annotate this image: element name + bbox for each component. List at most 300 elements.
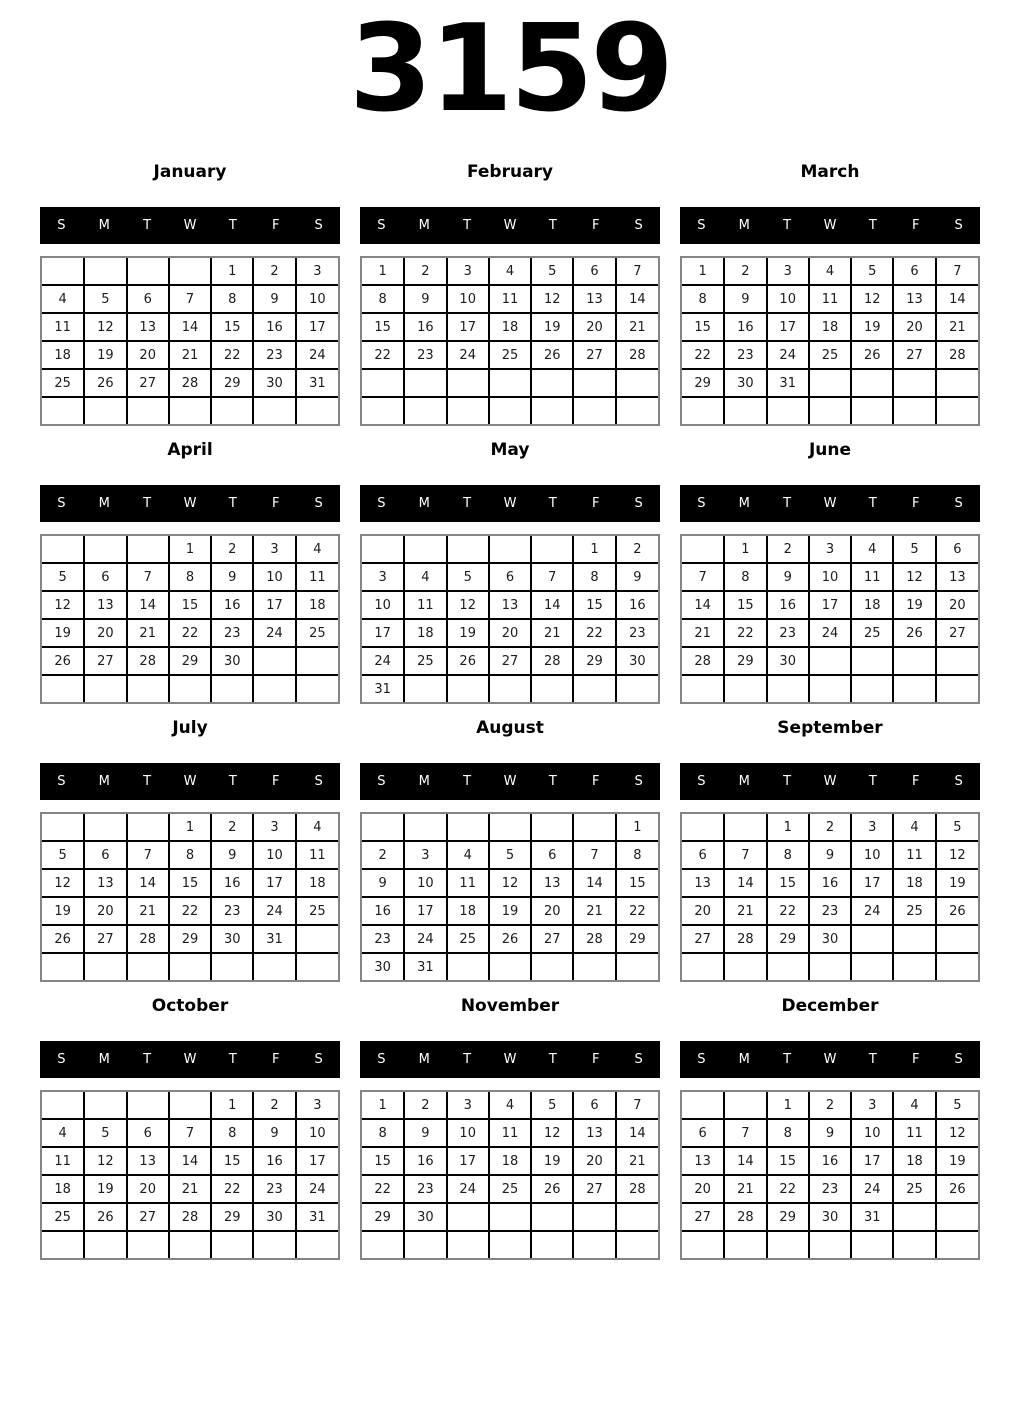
week-row [682,814,978,841]
weekday-header-bar [360,207,660,244]
day-cell: 27 [489,647,531,675]
day-table [362,1092,658,1258]
weekday-header-cell: M [98,774,110,789]
weekday-header-cell: S [697,496,706,511]
day-cell: 10 [404,869,446,897]
day-cell: 17 [362,619,404,647]
day-cell: 6 [936,536,978,563]
day-cell: 15 [211,313,253,341]
day-cell: 7 [724,1119,766,1147]
day-cell: 3 [253,814,295,841]
day-cell: 23 [767,619,809,647]
weekday-header-cell: S [634,496,643,511]
day-cell: 16 [767,591,809,619]
day-cell: 8 [682,285,724,313]
day-cell: 20 [573,1147,615,1175]
day-cell: 8 [362,1119,404,1147]
empty-day-cell [127,536,169,563]
day-cell: 30 [362,953,404,980]
day-cell: 11 [489,1119,531,1147]
week-row [682,1092,978,1119]
empty-day-cell [724,814,766,841]
weekday-header-cell: W [183,774,197,789]
day-cell: 14 [616,1119,658,1147]
weekday-header-cell: S [697,1052,706,1067]
empty-day-cell [42,397,84,424]
weekday-header-cell: T [228,1052,237,1067]
day-cell: 30 [767,647,809,675]
day-cell: 25 [809,341,851,369]
day-cell: 1 [767,1092,809,1119]
day-cell: 7 [936,258,978,285]
week-row [42,1092,338,1119]
weekday-header-cell: W [823,496,837,511]
day-cell: 11 [404,591,446,619]
day-cell: 6 [127,1119,169,1147]
day-cell: 12 [42,869,84,897]
day-cell: 28 [724,925,766,953]
day-cell: 1 [169,536,211,563]
empty-day-cell [489,675,531,702]
day-cell: 5 [84,285,126,313]
day-cell: 4 [296,536,338,563]
day-cell: 1 [573,536,615,563]
month-name: August [476,718,544,738]
day-cell: 31 [404,953,446,980]
day-cell: 11 [489,285,531,313]
empty-day-cell [573,814,615,841]
day-cell: 24 [809,619,851,647]
day-cell: 10 [851,1119,893,1147]
day-cell: 14 [127,869,169,897]
day-cell: 9 [404,285,446,313]
week-row [42,1175,338,1203]
empty-day-cell [531,397,573,424]
day-cell: 3 [296,258,338,285]
empty-day-cell [489,953,531,980]
day-cell: 10 [447,285,489,313]
weekday-header-bar [360,1041,660,1078]
day-cell: 9 [211,841,253,869]
day-cell: 27 [682,1203,724,1231]
day-cell: 31 [296,1203,338,1231]
weekday-header-bar [360,485,660,522]
day-cell: 27 [573,341,615,369]
day-cell: 8 [573,563,615,591]
day-cell: 28 [169,1203,211,1231]
day-table [682,814,978,980]
weekday-header-cell: F [591,218,600,233]
month-day-grid [360,1090,660,1260]
day-cell: 2 [404,1092,446,1119]
day-cell: 11 [851,563,893,591]
day-cell: 16 [809,1147,851,1175]
day-cell: 18 [404,619,446,647]
day-cell: 5 [84,1119,126,1147]
day-cell: 25 [489,1175,531,1203]
day-cell: 4 [893,814,935,841]
day-cell: 2 [404,258,446,285]
day-cell: 16 [404,1147,446,1175]
day-cell: 31 [767,369,809,397]
day-cell: 13 [682,869,724,897]
weekday-header-cell: M [418,1052,430,1067]
month-september [680,716,980,982]
empty-day-cell [447,397,489,424]
day-cell: 27 [936,619,978,647]
week-row [362,1175,658,1203]
day-cell: 12 [531,1119,573,1147]
empty-day-cell [893,397,935,424]
day-cell: 23 [211,897,253,925]
weekday-header-cell: T [868,496,877,511]
day-cell: 18 [447,897,489,925]
empty-day-cell [42,536,84,563]
day-cell: 21 [616,313,658,341]
empty-day-cell [84,258,126,285]
day-cell: 25 [447,925,489,953]
weekday-header-cell: F [591,774,600,789]
empty-day-cell [616,369,658,397]
empty-day-cell [42,814,84,841]
weekday-header-cell: S [954,1052,963,1067]
day-cell: 1 [724,536,766,563]
day-cell: 23 [253,1175,295,1203]
weekday-header-bar [40,1041,340,1078]
day-cell: 4 [809,258,851,285]
empty-day-cell [362,536,404,563]
day-cell: 21 [573,897,615,925]
day-cell: 6 [682,1119,724,1147]
day-cell: 20 [893,313,935,341]
day-cell: 19 [936,869,978,897]
weekday-header-cell: T [143,774,152,789]
empty-day-cell [169,953,211,980]
empty-day-cell [253,647,295,675]
day-cell: 13 [936,563,978,591]
day-cell: 28 [616,1175,658,1203]
day-cell: 9 [767,563,809,591]
day-cell: 21 [724,897,766,925]
month-march [680,160,980,426]
day-cell: 11 [42,1147,84,1175]
day-cell: 29 [767,1203,809,1231]
day-cell: 25 [851,619,893,647]
empty-day-cell [127,953,169,980]
week-row [362,841,658,869]
day-cell: 16 [809,869,851,897]
empty-day-cell [682,397,724,424]
empty-day-cell [936,953,978,980]
week-row [682,313,978,341]
day-cell: 13 [84,869,126,897]
day-cell: 3 [851,814,893,841]
day-cell: 19 [84,1175,126,1203]
day-cell: 5 [936,814,978,841]
week-row [42,341,338,369]
empty-day-cell [296,925,338,953]
day-cell: 24 [253,619,295,647]
week-row [42,897,338,925]
day-cell: 15 [211,1147,253,1175]
empty-day-cell [851,369,893,397]
day-cell: 23 [253,341,295,369]
empty-day-cell [296,953,338,980]
empty-day-cell [42,1092,84,1119]
day-cell: 26 [447,647,489,675]
day-cell: 7 [127,841,169,869]
day-cell: 12 [851,285,893,313]
week-row [682,647,978,675]
day-cell: 13 [573,1119,615,1147]
week-row [42,258,338,285]
day-cell: 6 [573,1092,615,1119]
day-cell: 27 [84,925,126,953]
day-cell: 18 [296,869,338,897]
day-cell: 9 [253,1119,295,1147]
day-cell: 30 [809,1203,851,1231]
weekday-header-cell: M [738,218,750,233]
day-cell: 25 [893,1175,935,1203]
weekday-header-cell: W [183,496,197,511]
empty-day-cell [682,1231,724,1258]
day-cell: 25 [296,619,338,647]
day-cell: 14 [169,313,211,341]
day-cell: 29 [362,1203,404,1231]
day-cell: 26 [851,341,893,369]
empty-day-cell [447,1203,489,1231]
empty-day-cell [682,953,724,980]
empty-day-cell [851,1231,893,1258]
weekday-header-cell: S [377,218,386,233]
day-cell: 23 [404,1175,446,1203]
weekday-header-cell: S [57,774,66,789]
day-cell: 1 [169,814,211,841]
empty-day-cell [42,953,84,980]
day-cell: 27 [682,925,724,953]
day-cell: 11 [447,869,489,897]
week-row [682,1203,978,1231]
day-cell: 27 [531,925,573,953]
day-cell: 20 [531,897,573,925]
weekday-header-cell: S [314,496,323,511]
day-cell: 19 [893,591,935,619]
week-row [42,841,338,869]
week-row [362,925,658,953]
empty-day-cell [253,953,295,980]
weekday-header-cell: S [377,1052,386,1067]
weekday-header-cell: S [314,774,323,789]
day-cell: 18 [893,1147,935,1175]
day-cell: 2 [724,258,766,285]
weekday-header-cell: F [271,774,280,789]
week-row [362,1119,658,1147]
empty-day-cell [616,1203,658,1231]
day-table [42,814,338,980]
day-cell: 6 [84,841,126,869]
weekday-header-cell: T [548,1052,557,1067]
weekday-header-cell: M [98,218,110,233]
weekday-header-bar [680,485,980,522]
day-cell: 3 [404,841,446,869]
week-row [362,536,658,563]
week-row [362,591,658,619]
week-row [42,647,338,675]
day-cell: 27 [573,1175,615,1203]
day-cell: 4 [296,814,338,841]
month-july [40,716,340,982]
empty-day-cell [851,675,893,702]
day-cell: 10 [253,563,295,591]
day-cell: 7 [531,563,573,591]
week-row [42,1231,338,1258]
empty-day-cell [169,397,211,424]
day-cell: 23 [362,925,404,953]
week-row [42,814,338,841]
day-cell: 14 [936,285,978,313]
day-cell: 1 [767,814,809,841]
day-cell: 16 [616,591,658,619]
weekday-header-cell: F [911,218,920,233]
day-table [362,814,658,980]
day-cell: 15 [682,313,724,341]
week-row [42,1203,338,1231]
day-cell: 2 [767,536,809,563]
day-cell: 29 [616,925,658,953]
day-cell: 15 [362,313,404,341]
week-row [42,313,338,341]
day-cell: 4 [42,1119,84,1147]
empty-day-cell [447,814,489,841]
day-cell: 15 [616,869,658,897]
day-cell: 6 [127,285,169,313]
day-cell: 24 [296,341,338,369]
weekday-header-bar [40,485,340,522]
month-name: May [490,440,530,460]
day-cell: 12 [489,869,531,897]
day-cell: 25 [42,1203,84,1231]
month-day-grid [40,1090,340,1260]
month-april [40,438,340,704]
week-row [362,341,658,369]
day-cell: 11 [296,563,338,591]
week-row [362,258,658,285]
month-name: July [172,718,208,738]
day-cell: 29 [724,647,766,675]
day-table [682,536,978,702]
day-table [682,1092,978,1258]
day-cell: 11 [893,1119,935,1147]
empty-day-cell [616,953,658,980]
week-row [682,563,978,591]
empty-day-cell [936,1231,978,1258]
day-cell: 17 [296,1147,338,1175]
day-cell: 28 [127,925,169,953]
empty-day-cell [42,258,84,285]
day-cell: 26 [531,1175,573,1203]
day-cell: 24 [447,341,489,369]
weekday-header-cell: F [911,1052,920,1067]
day-cell: 8 [169,841,211,869]
empty-day-cell [893,953,935,980]
month-name: January [153,162,227,182]
day-cell: 9 [724,285,766,313]
week-row [42,619,338,647]
day-cell: 20 [682,1175,724,1203]
day-cell: 18 [893,869,935,897]
day-cell: 12 [531,285,573,313]
weekday-header-cell: T [783,218,792,233]
empty-day-cell [84,675,126,702]
empty-day-cell [127,258,169,285]
day-cell: 8 [724,563,766,591]
day-cell: 13 [489,591,531,619]
day-cell: 13 [127,1147,169,1175]
month-name: June [808,440,852,460]
weekday-header-cell: F [591,496,600,511]
day-cell: 5 [447,563,489,591]
weekday-header-bar [680,763,980,800]
weekday-header-cell: W [823,1052,837,1067]
day-cell: 7 [127,563,169,591]
weekday-header-cell: T [143,218,152,233]
day-cell: 13 [682,1147,724,1175]
empty-day-cell [682,536,724,563]
month-day-grid [360,812,660,982]
empty-day-cell [169,1092,211,1119]
day-cell: 22 [211,341,253,369]
day-cell: 9 [404,1119,446,1147]
day-table [362,258,658,424]
empty-day-cell [127,675,169,702]
day-cell: 15 [767,1147,809,1175]
empty-day-cell [724,675,766,702]
week-row [362,369,658,397]
month-name: March [800,162,860,182]
week-row [362,285,658,313]
day-cell: 19 [936,1147,978,1175]
day-cell: 9 [809,1119,851,1147]
day-cell: 30 [809,925,851,953]
empty-day-cell [489,814,531,841]
day-cell: 5 [936,1092,978,1119]
weekday-header-cell: T [463,496,472,511]
day-cell: 18 [851,591,893,619]
empty-day-cell [253,397,295,424]
day-cell: 30 [211,647,253,675]
day-cell: 4 [851,536,893,563]
empty-day-cell [893,1231,935,1258]
day-cell: 5 [851,258,893,285]
day-cell: 21 [531,619,573,647]
day-cell: 21 [127,897,169,925]
day-cell: 2 [362,841,404,869]
day-cell: 16 [253,313,295,341]
weekday-header-cell: T [463,1052,472,1067]
empty-day-cell [893,647,935,675]
weekday-header-cell: M [738,774,750,789]
empty-day-cell [682,1092,724,1119]
day-cell: 1 [682,258,724,285]
empty-day-cell [362,397,404,424]
day-cell: 1 [362,258,404,285]
day-cell: 30 [404,1203,446,1231]
week-row [362,647,658,675]
week-row [682,897,978,925]
empty-day-cell [169,675,211,702]
weekday-header-cell: M [98,496,110,511]
day-cell: 15 [169,869,211,897]
